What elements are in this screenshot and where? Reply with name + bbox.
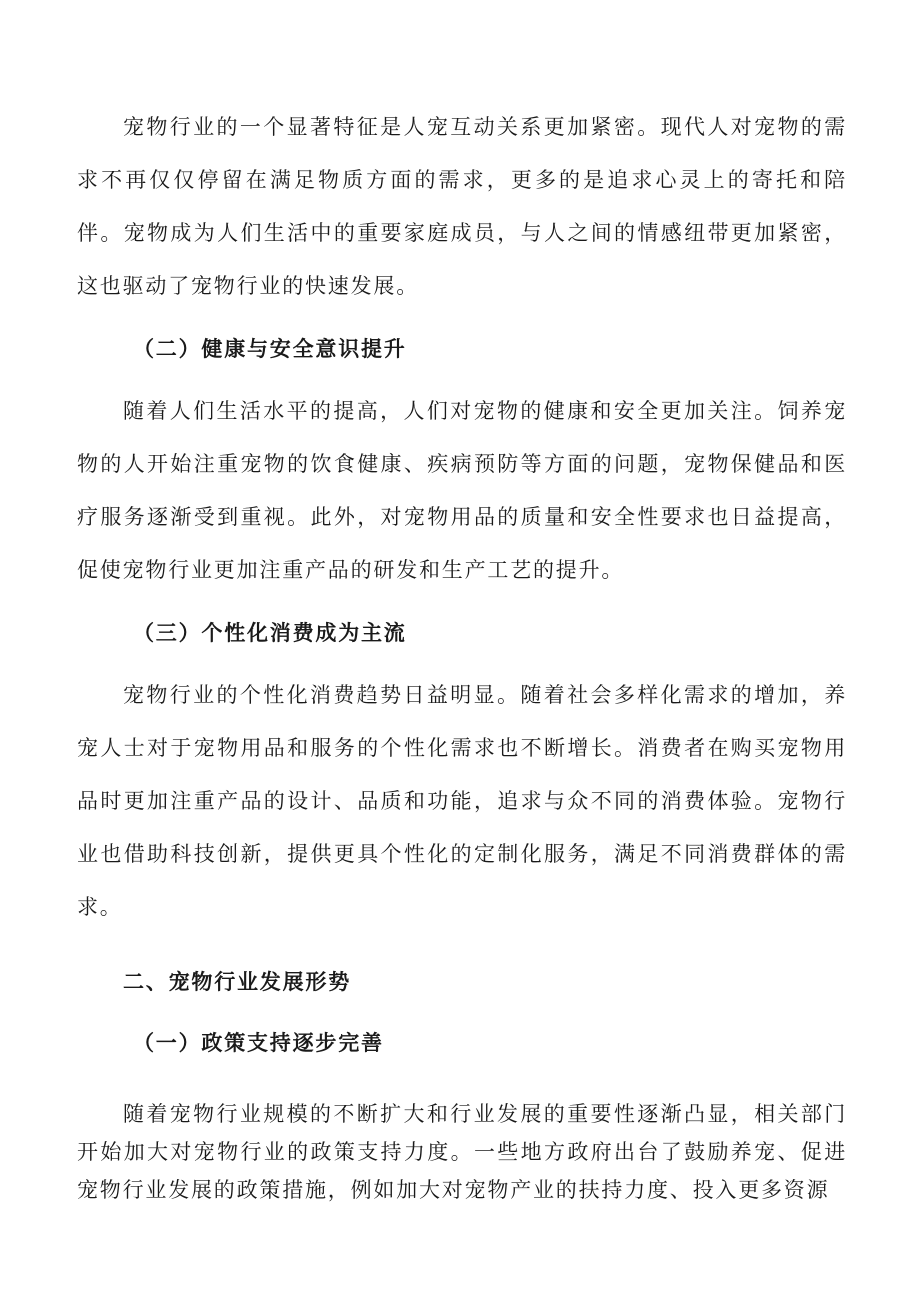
- paragraph-health-safety: 随着人们生活水平的提高，人们对宠物的健康和安全更加关注。饲养宠物的人开始注重宠物的饮食健康、疾病预防等方面的问题，宠物保健品和医疗服务逐渐受到重视。此外，对宠物用品的质量和安全性要求也日益提高，促使宠物行业更加注重产品的研发和生产工艺的提升。: [77, 399, 847, 582]
- heading-health-safety: （二）健康与安全意识提升: [133, 336, 407, 361]
- paragraph-policy-support: 随着宠物行业规模的不断扩大和行业发展的重要性逐渐凸显，相关部门开始加大对宠物行业的政策支持力度。一些地方政府出台了鼓励养宠、促进宠物行业发展的政策措施，例如加大对宠物产业的扶持力度、投入更多资源: [77, 1102, 847, 1202]
- paragraph-personalized-consumption: 宠物行业的个性化消费趋势日益明显。随着社会多样化需求的增加，养宠人士对于宠物用品和服务的个性化需求也不断增长。消费者在购买宠物用品时更加注重产品的设计、品质和功能，追求与众不同的消费体验。宠物行业也借助科技创新，提供更具个性化的定制化服务，满足不同消费群体的需求。: [77, 683, 847, 919]
- heading-policy-support: （一）政策支持逐步完善: [133, 1030, 384, 1055]
- section-heading-development-trends: 二、宠物行业发展形势: [123, 969, 351, 994]
- heading-personalized-consumption: （三）个性化消费成为主流: [133, 620, 407, 645]
- paragraph-human-pet-bond: 宠物行业的一个显著特征是人宠互动关系更加紧密。现代人对宠物的需求不再仅仅停留在满足物质方面的需求，更多的是追求心灵上的寄托和陪伴。宠物成为人们生活中的重要家庭成员，与人之间的情感纽带更加紧密，这也驱动了宠物行业的快速发展。: [77, 115, 847, 298]
